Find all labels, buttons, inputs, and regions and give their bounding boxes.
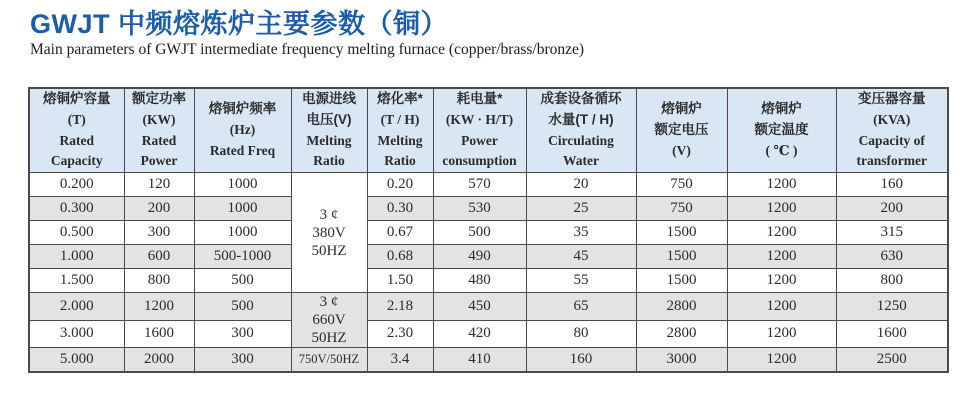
column-header-line: Circulating — [548, 132, 614, 148]
table-cell: 35 — [526, 221, 636, 245]
table-cell: 0.20 — [367, 173, 433, 197]
table-header-row — [29, 88, 948, 173]
table-cell: 315 — [836, 221, 948, 245]
table-cell: 1000 — [194, 221, 291, 245]
table-cell: 2.18 — [367, 293, 433, 321]
table-cell: 5.000 — [29, 348, 124, 373]
column-header-line: (Hz) — [229, 122, 256, 138]
table-cell: 2800 — [636, 320, 727, 348]
table-row — [29, 348, 948, 373]
table-cell: 1200 — [124, 293, 194, 321]
table-cell: 200 — [124, 197, 194, 221]
column-header — [124, 88, 194, 173]
parameters-table — [28, 87, 949, 373]
table-cell: 1000 — [194, 173, 291, 197]
table-cell: 300 — [124, 221, 194, 245]
column-header — [727, 88, 836, 173]
column-header — [194, 88, 291, 173]
column-header-line: 变压器容量 — [858, 90, 926, 106]
table-cell: 750 — [636, 173, 727, 197]
column-header — [433, 88, 526, 173]
column-header-line: 电压(V) — [306, 111, 352, 127]
table-cell: 490 — [433, 245, 526, 269]
column-header-line: consumption — [442, 153, 517, 169]
table-cell: 20 — [526, 173, 636, 197]
table-row — [29, 293, 948, 321]
column-header-line: (T / H) — [380, 111, 420, 127]
column-header-line: (T) — [67, 111, 86, 127]
column-header-line: Rated Freq — [209, 142, 276, 158]
table-cell: 450 — [433, 293, 526, 321]
power-supply-cell: 3 ¢ 660V 50HZ — [291, 293, 367, 348]
column-header-line: 熔铜炉 — [761, 101, 802, 117]
table-cell: 1200 — [727, 221, 836, 245]
table-cell: 800 — [124, 269, 194, 293]
table-cell: 1250 — [836, 293, 948, 321]
column-header — [367, 88, 433, 173]
table-cell: 1600 — [836, 320, 948, 348]
column-header-line: ( ℃ ) — [765, 142, 798, 158]
table-cell: 750 — [636, 197, 727, 221]
table-cell: 530 — [433, 197, 526, 221]
table-cell: 65 — [526, 293, 636, 321]
column-header — [291, 88, 367, 173]
column-header-line: Water — [563, 153, 599, 169]
column-header — [29, 88, 124, 173]
table-cell: 120 — [124, 173, 194, 197]
table-cell: 1600 — [124, 320, 194, 348]
column-header-line: 水量(T / H) — [548, 111, 614, 127]
table-cell: 55 — [526, 269, 636, 293]
table-cell: 480 — [433, 269, 526, 293]
column-header-line: 熔化率* — [377, 90, 423, 106]
column-header-line: (KW · H/T) — [445, 111, 514, 127]
table-cell: 0.200 — [29, 173, 124, 197]
column-header-line: 熔铜炉 — [661, 101, 702, 117]
column-header-line: 额定电压 — [654, 122, 709, 138]
table-cell: 2.30 — [367, 320, 433, 348]
table-cell: 500 — [194, 269, 291, 293]
table-cell: 600 — [124, 245, 194, 269]
column-header-line: Ratio — [384, 153, 416, 169]
table-row — [29, 245, 948, 269]
table-cell: 0.68 — [367, 245, 433, 269]
table-cell: 1500 — [636, 221, 727, 245]
column-header-line: Capacity of — [858, 132, 925, 148]
table-cell: 0.30 — [367, 197, 433, 221]
power-supply-cell: 3 ¢ 380V 50HZ — [291, 173, 367, 293]
column-header-line: Ratio — [313, 153, 345, 169]
table-row — [29, 173, 948, 197]
table-row — [29, 269, 948, 293]
table-cell: 2.000 — [29, 293, 124, 321]
column-header-line: (V) — [672, 142, 691, 158]
table-cell: 160 — [836, 173, 948, 197]
table-cell: 1200 — [727, 197, 836, 221]
table-cell: 160 — [526, 348, 636, 373]
table-cell: 630 — [836, 245, 948, 269]
column-header-line: 熔铜炉频率 — [208, 101, 277, 117]
table-cell: 1200 — [727, 293, 836, 321]
column-header-line: 耗电量* — [456, 90, 503, 106]
column-header-line: (KW) — [142, 111, 176, 127]
power-supply-cell: 750V/50HZ — [291, 348, 367, 373]
column-header-line: Melting — [377, 132, 423, 148]
column-header-line: 成套设备循环 — [540, 90, 622, 106]
table-cell: 1200 — [727, 348, 836, 373]
table-cell: 45 — [526, 245, 636, 269]
page-subtitle: Main parameters of GWJT intermediate frequency melting furnace (copper/brass/bronze) — [30, 41, 585, 59]
table-cell: 3000 — [636, 348, 727, 373]
table-cell: 1200 — [727, 245, 836, 269]
table-cell: 500 — [194, 293, 291, 321]
table-cell: 2500 — [836, 348, 948, 373]
table-cell: 0.300 — [29, 197, 124, 221]
table-cell: 410 — [433, 348, 526, 373]
column-header-line: 电源进线 — [302, 90, 356, 106]
column-header-line: 熔铜炉容量 — [43, 90, 111, 106]
column-header — [636, 88, 727, 173]
table-cell: 200 — [836, 197, 948, 221]
table-cell: 570 — [433, 173, 526, 197]
column-header — [836, 88, 948, 173]
column-header-line: Power — [461, 132, 498, 148]
table-cell: 0.67 — [367, 221, 433, 245]
table-cell: 1200 — [727, 320, 836, 348]
column-header-line: Rated — [59, 132, 94, 148]
table-cell: 0.500 — [29, 221, 124, 245]
table-cell: 300 — [194, 320, 291, 348]
table-cell: 2800 — [636, 293, 727, 321]
table-cell: 1500 — [636, 245, 727, 269]
table-cell: 500-1000 — [194, 245, 291, 269]
table-body — [29, 173, 948, 373]
table-cell: 500 — [433, 221, 526, 245]
table-cell: 300 — [194, 348, 291, 373]
column-header-line: 额定温度 — [754, 122, 809, 138]
column-header-line: (KVA) — [873, 111, 911, 127]
table-cell: 1000 — [194, 197, 291, 221]
table-cell: 80 — [526, 320, 636, 348]
table-cell: 1.500 — [29, 269, 124, 293]
column-header-line: Melting — [306, 132, 352, 148]
column-header-line: Capacity — [50, 153, 103, 169]
table-cell: 3.000 — [29, 320, 124, 348]
column-header-line: Power — [140, 153, 178, 169]
table-cell: 1500 — [636, 269, 727, 293]
column-header-line: Rated — [141, 132, 177, 148]
column-header-line: 额定功率 — [132, 90, 186, 106]
table-cell: 420 — [433, 320, 526, 348]
table-cell: 1.000 — [29, 245, 124, 269]
table-cell: 800 — [836, 269, 948, 293]
table-row — [29, 221, 948, 245]
table-cell: 1.50 — [367, 269, 433, 293]
table-cell: 1200 — [727, 269, 836, 293]
table-cell: 3.4 — [367, 348, 433, 373]
table-row — [29, 320, 948, 348]
table-cell: 1200 — [727, 173, 836, 197]
page-title: GWJT 中频熔炼炉主要参数（铜） — [30, 9, 448, 39]
column-header-line: transformer — [856, 153, 927, 169]
table-row — [29, 197, 948, 221]
table-cell: 25 — [526, 197, 636, 221]
table-cell: 2000 — [124, 348, 194, 373]
column-header — [526, 88, 636, 173]
